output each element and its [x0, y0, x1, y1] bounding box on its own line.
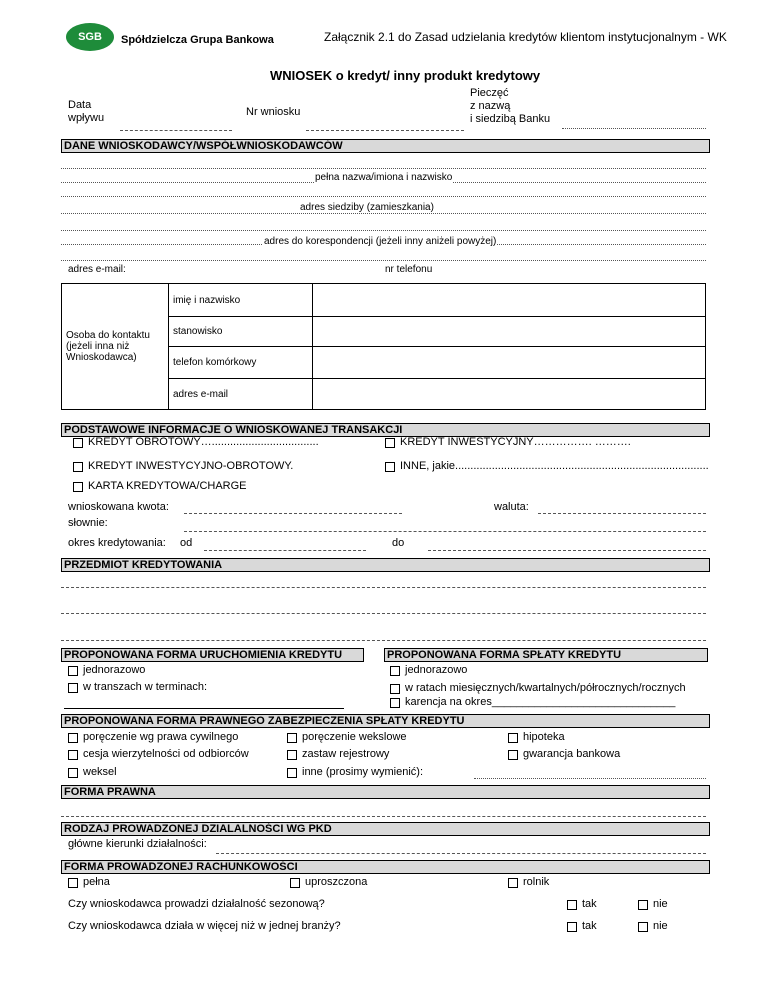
col-other-field[interactable]	[474, 778, 706, 779]
checkbox-rep-once[interactable]	[390, 666, 400, 676]
date-label-1: Data	[68, 99, 92, 111]
checkbox-kredyt-inwestycyjny[interactable]	[385, 438, 395, 448]
checkbox-col-cession[interactable]	[68, 750, 78, 760]
legal-form-line[interactable]	[61, 816, 706, 817]
opt-inne: INNE, jakie...................................................................................	[400, 460, 709, 472]
question-seasonal: Czy wnioskodawca prowadzi działalność sezonową?	[68, 898, 325, 910]
question-industries: Czy wnioskodawca działa w więcej niż w jednej branży?	[68, 920, 341, 932]
collateral-header: PROPONOWANA FORMA PRAWNEGO ZABEZPIECZENIA SPŁATY KREDYTU	[61, 714, 710, 728]
words-label: słownie:	[68, 517, 108, 529]
subject-line-2[interactable]	[61, 613, 706, 614]
from-field[interactable]	[204, 550, 366, 551]
corr-line-3[interactable]	[61, 260, 706, 261]
email-label: adres e-mail:	[68, 264, 126, 275]
acc-full: pełna	[83, 876, 110, 888]
currency-field[interactable]	[538, 513, 706, 514]
activity-field[interactable]	[216, 853, 706, 854]
col-civil: poręczenie wg prawa cywilnego	[83, 731, 239, 743]
checkbox-rep-grace[interactable]	[390, 698, 400, 708]
corr-line-1[interactable]	[61, 230, 706, 231]
col-other: inne (prosimy wymienić):	[302, 766, 424, 778]
checkbox-rep-installments[interactable]	[390, 684, 400, 694]
contact-label-3: Wnioskodawca)	[66, 352, 137, 363]
name-caption: pełna nazwa/imiona i nazwisko	[315, 172, 453, 183]
checkbox-col-bill[interactable]	[68, 768, 78, 778]
nr-field[interactable]	[306, 130, 464, 131]
contact-email-input[interactable]	[313, 379, 706, 410]
amount-field[interactable]	[184, 513, 402, 514]
checkbox-acc-full[interactable]	[68, 878, 78, 888]
checkbox-industries-no[interactable]	[638, 922, 648, 932]
industries-yes: tak	[582, 920, 597, 932]
phone-label: nr telefonu	[385, 264, 433, 275]
rep-opt-once: jednorazowo	[405, 664, 468, 676]
col-mortgage: hipoteka	[523, 731, 565, 743]
amount-label: wnioskowana kwota:	[68, 501, 169, 513]
checkbox-disb-once[interactable]	[68, 666, 78, 676]
checkbox-inne[interactable]	[385, 462, 395, 472]
to-label: do	[392, 537, 405, 549]
corr-caption: adres do korespondencji (jeżeli inny aniżeli powyżej)	[264, 236, 497, 247]
seasonal-yes: tak	[582, 898, 597, 910]
acc-simplified: uproszczona	[305, 876, 368, 888]
date-field[interactable]	[120, 130, 232, 131]
subject-line-3[interactable]	[61, 640, 706, 641]
checkbox-col-pledge[interactable]	[287, 750, 297, 760]
contact-row-label: stanowisko	[169, 317, 313, 347]
repayment-header: PROPONOWANA FORMA SPŁATY KREDYTU	[384, 648, 708, 662]
rep-opt-installments: w ratach miesięcznych/kwartalnych/półrocznych/rocznych	[405, 682, 686, 694]
contact-label-1: Osoba do kontaktu	[66, 330, 150, 341]
seasonal-no: nie	[653, 898, 668, 910]
from-label: od	[180, 537, 193, 549]
contact-row-label: adres e-mail	[169, 379, 313, 410]
period-label: okres kredytowania:	[68, 537, 166, 549]
industries-no: nie	[653, 920, 668, 932]
checkbox-seasonal-yes[interactable]	[567, 900, 577, 910]
name-line-1[interactable]	[61, 168, 706, 169]
contact-name-input[interactable]	[313, 284, 706, 317]
contact-table	[61, 283, 706, 410]
contact-position-input[interactable]	[313, 317, 706, 347]
stamp-field[interactable]	[562, 128, 706, 129]
col-bill-surety: poręczenie wekslowe	[302, 731, 407, 743]
checkbox-seasonal-no[interactable]	[638, 900, 648, 910]
legal-form-header: FORMA PRAWNA	[61, 785, 710, 799]
rep-opt-grace: karencja na okres______________________________	[405, 696, 676, 708]
col-guarantee: gwarancja bankowa	[523, 748, 621, 760]
subject-line-1[interactable]	[61, 587, 706, 588]
stamp-label-2: z nazwą	[470, 100, 511, 112]
checkbox-col-other[interactable]	[287, 768, 297, 778]
opt-kredyt-obrotowy: KREDYT OBROTOWY…...................................	[88, 436, 319, 448]
opt-kredyt-inwestycyjny: KREDYT INWESTYCYJNY……………. ……….	[400, 436, 631, 448]
address-line-1[interactable]	[61, 196, 706, 197]
contact-label-cell	[62, 284, 169, 410]
checkbox-industries-yes[interactable]	[567, 922, 577, 932]
accounting-header: FORMA PROWADZONEJ RACHUNKOWOŚCI	[61, 860, 710, 874]
disbursement-header: PROPONOWANA FORMA URUCHOMIENIA KREDYTU	[61, 648, 364, 662]
subject-header: PRZEDMIOT KREDYTOWANIA	[61, 558, 710, 572]
applicant-header: DANE WNIOSKODAWCY/WSPÓŁWNIOSKODAWCÓW	[61, 139, 710, 153]
col-cession: cesja wierzytelności od odbiorców	[83, 748, 249, 760]
to-field[interactable]	[428, 550, 706, 551]
transaction-header: PODSTAWOWE INFORMACJE O WNIOSKOWANEJ TRANSAKCJI	[61, 423, 710, 437]
form-title: WNIOSEK o kredyt/ inny produkt kredytowy	[270, 68, 541, 83]
disb-opt-tranches: w transzach w terminach:	[83, 681, 208, 693]
checkbox-disb-tranches[interactable]	[68, 683, 78, 693]
checkbox-kredyt-obrotowy[interactable]	[73, 438, 83, 448]
address-caption: adres siedziby (zamieszkania)	[300, 202, 434, 213]
stamp-label-1: Pieczęć	[470, 87, 509, 99]
acc-farmer: rolnik	[523, 876, 550, 888]
col-bill: weksel	[83, 766, 117, 778]
contact-row-label: imię i nazwisko	[169, 284, 313, 317]
logo-text: SGB	[78, 31, 102, 43]
checkbox-acc-farmer[interactable]	[508, 878, 518, 888]
opt-karta: KARTA KREDYTOWA/CHARGE	[88, 480, 247, 492]
checkbox-col-mortgage[interactable]	[508, 733, 518, 743]
stamp-label-3: i siedzibą Banku	[470, 113, 551, 125]
checkbox-col-civil[interactable]	[68, 733, 78, 743]
words-field[interactable]	[184, 531, 706, 532]
contact-row-label: telefon komórkowy	[169, 347, 313, 379]
checkbox-karta[interactable]	[73, 482, 83, 492]
sgb-logo	[66, 23, 114, 51]
contact-mobile-input[interactable]	[313, 347, 706, 379]
date-label-2: wpływu	[68, 112, 105, 124]
org-name: Spółdzielcza Grupa Bankowa	[121, 34, 274, 46]
tranches-field[interactable]	[64, 708, 344, 709]
annex-note: Załącznik 2.1 do Zasad udzielania kredytów klientom instytucjonalnym - WK	[324, 30, 727, 44]
col-pledge: zastaw rejestrowy	[302, 748, 390, 760]
checkbox-col-bill-surety[interactable]	[287, 733, 297, 743]
nr-label: Nr wniosku	[246, 106, 301, 118]
checkbox-col-guarantee[interactable]	[508, 750, 518, 760]
activity-label: główne kierunki działalności:	[68, 838, 207, 850]
checkbox-inw-obrotowy[interactable]	[73, 462, 83, 472]
opt-inw-obrotowy: KREDYT INWESTYCYJNO-OBROTOWY.	[88, 460, 294, 472]
activity-header: RODZAJ PROWADZONEJ DZIALALNOŚCI WG PKD	[61, 822, 710, 836]
disb-opt-once: jednorazowo	[83, 664, 146, 676]
currency-label: waluta:	[494, 501, 529, 513]
address-line-2[interactable]	[61, 213, 706, 214]
contact-label-2: (jeżeli inna niż	[66, 341, 130, 352]
checkbox-acc-simplified[interactable]	[290, 878, 300, 888]
